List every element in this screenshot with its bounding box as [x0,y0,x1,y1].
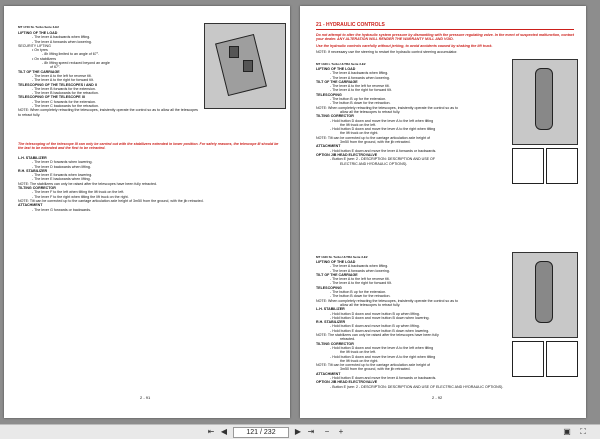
instruction-line: - Hold button D down and move the lever A to the right when tilting [330,127,436,132]
instruction-line: TILTING CORRECTOR [18,186,56,191]
instruction-line: - The lever A to the right for forward tilt. [330,281,392,286]
instruction-line: R.H. STABILIZER [316,320,346,325]
instruction-line: NOTE: When completely retracting the telescopes, insistently operate the control so as to [316,298,459,303]
instruction-line: ATTACHMENT [316,144,341,149]
page-number: 2 - 92 [432,395,443,400]
instruction-line: the lift truck on the right. [340,358,379,363]
instruction-line: OPTION JIB HEAD ELECTROVALVE [316,380,378,385]
instruction-line: • On tyres [32,48,48,53]
instruction-line: - Button E (see: 2 - DESCRIPTION: DESCRIPTION AND USE OF [330,157,436,162]
instruction-line: TILT OF THE CARRIAGE [316,79,358,84]
intro-warning: Do not attempt to alter the hydraulic system pressure by dismantling with the pressure regulating valve. In the event of suspected malfunction, contact your dealer. ANY ALTERATION WILL RENDER THE WARRANTY NULL AND VOID. [316,33,575,42]
instruction-line: L.H. STABILIZER [18,156,47,160]
instruction-line: - Hold button D down and move button B down when lowering. [330,315,430,320]
instruction-line: TILTING CORRECTOR [316,114,354,119]
instruction-line: the lift truck on the left. [340,122,377,127]
instruction-line: - The lever A to the right for forward tilt. [330,88,392,93]
instruction-line: - The lever D backwards when lifting. [32,164,91,169]
instruction-list-block1 [316,67,506,166]
document-page-right [300,6,586,418]
instruction-line: - The button B up for the extension. [330,97,387,102]
instruction-line: - Hold button E down and move the lever A forwards or backwards. [330,376,437,381]
section-title: 21 - HYDRAULIC CONTROLS [316,22,385,28]
instruction-list [18,31,198,117]
instruction-line: NOTE: When completely retracting the telescopes, insistently operate the control so as to [316,105,459,110]
instruction-line: - Hold button D down and move the lever A to the left when tilting [330,345,434,350]
instruction-line: - The lever B forwards for the extension. [32,86,96,91]
instruction-line: SECURITY LIFTING [18,43,51,48]
zoom-in-icon[interactable]: + [338,427,344,436]
model-label: MT 1740 SL Turbo Serie 3-E2 [18,25,59,29]
viewer-toolbar [0,424,600,439]
instruction-line: ELECTRIC AND HYDRAULIC OPTIONS). [340,161,408,166]
instruction-line: - Hold button E down and move button B up when lifting. [330,324,420,329]
page-number: 2 - 91 [140,395,151,400]
prev-page-icon[interactable]: ◀ [220,427,228,436]
diagram-box [546,341,578,377]
joystick-photo-2 [512,252,578,338]
instruction-line: - The button B down for the retraction. [330,101,391,106]
instruction-line: - The lever C forwards for the extension. [32,99,97,104]
instruction-line: - The lever A backwards when lifting. [330,71,389,76]
joystick-photo-1 [512,59,578,145]
warning-text: The telescoping of the telescope III can only be carried out with the stabilizers extended in lower position. For safety reasons, the telescope III should be the last to be extended and the first to be retracted. [18,142,279,151]
instruction-line: - The lever D forwards when lowering. [32,160,93,165]
instruction-line: TILTING CORRECTOR [316,341,354,346]
lever-knob-shape [243,60,253,72]
instruction-line: - 8h lifting speed reduced beyond an angle [42,61,110,66]
lever-panel-shape [215,34,267,96]
instruction-line: NOTE: The stabilizers can only be raised after the telescopes have been fully [316,333,439,338]
instruction-line: - Hold button D down and move the lever A to the right when tilting [330,354,436,359]
instruction-line: - The lever E backwards when lifting. [32,177,91,182]
instruction-line: - The lever A to the left for reverse tilt. [330,277,390,282]
instruction-line: OPTION JIB HEAD ELECTROVALVE [316,152,378,157]
instruction-line: L.H. STABILIZER [316,307,345,312]
instruction-line: the lift truck on the right. [340,131,379,136]
last-page-icon[interactable]: ⇥ [307,427,315,436]
instruction-line: TELESCOPING OF THE TELESCOPES I AND II [18,82,97,87]
model-label-2: MT 1340 SL Turbo ULTRA Serie 3-E2 [316,255,368,259]
instruction-line: - The lever C backwards for the retraction. [32,104,100,109]
zoom-out-icon[interactable]: − [324,427,330,436]
instruction-line: TILT OF THE CARRIAGE [18,69,60,74]
model-label-1: MT 1340 L Turbo ULTRA Serie 3-E2 [316,62,366,66]
instruction-line: ATTACHMENT [316,371,341,376]
diagram-box [512,148,544,184]
joystick-shape [535,68,553,130]
lever-knob-shape [229,46,239,58]
instruction-line: - The lever A backwards when lifting. [32,35,91,40]
next-page-icon[interactable]: ▶ [294,427,302,436]
joystick-shape [535,261,553,323]
instruction-line: - Button E (see: 2 - DESCRIPTION: DESCRIPTION AND USE OF ELECTRIC AND HYDRAULIC OPTIONS). [330,384,504,389]
instruction-line: - The button B down for the retraction. [330,294,391,299]
first-page-icon[interactable]: ⇤ [207,427,215,436]
instruction-line: - Hold button E down and move the lever A forwards or backwards. [330,148,437,153]
instruction-line: NOTE: Tilt can be corrected up to the carriage articulation axle height of 3m50 from the ground, with the jib retracted. [18,198,204,203]
title-rule [316,29,574,30]
instruction-line: - The lever A forwards when lowering. [330,75,390,80]
instruction-line: - The lever A forwards when lowering. [330,268,390,273]
page-number-input[interactable]: 121 / 232 [233,427,289,438]
control-panel-photo [204,23,286,109]
fit-page-icon[interactable]: ▣ [563,427,571,436]
instruction-line: - The lever B backwards for the retraction. [32,91,99,96]
instruction-line: allow all the telescopes to retract fully. [340,302,401,307]
instruction-line: - The lever G forwards or backwards. [32,207,92,212]
instruction-line: - The lever F to the right when tilting the lift truck on the right. [32,194,129,199]
intro-caution: Use the hydraulic controls carefully without jerking, to avoid accidents caused by shaking the lift truck. [316,44,493,48]
instruction-line: - The lever A forwards when lowering. [32,39,92,44]
instruction-line: retracted. [340,337,356,342]
instruction-line: ATTACHMENT [18,203,43,208]
instruction-line: - The lever A backwards when lifting. [330,264,389,269]
diagram-box [546,148,578,184]
instruction-line: • On stabilizers [32,56,57,61]
instruction-line: - Hold button D down and move the lever A to the left when tilting [330,118,434,123]
instruction-line: - The lever A to the right for forward tilt. [32,78,94,83]
instruction-line: 3m50 from the ground, with the jib retracted. [340,367,411,372]
instruction-line: LIFTING OF THE LOAD [18,31,58,35]
instruction-line: TELESCOPING OF THE TELESCOPE III [18,95,85,100]
instruction-line: - 8h lifting limited to an angle of 67°. [42,52,100,57]
instruction-line: of 67°. [50,65,61,70]
instruction-line: TILT OF THE CARRIAGE [316,272,358,277]
instruction-line: LIFTING OF THE LOAD [316,260,356,264]
diagram-box [512,341,544,377]
instruction-line: - The button B up for the extension. [330,290,387,295]
instruction-line: NOTE: When completely retracting the telescopes, insistently operate the control so as to allow all the telescopes to retract fully. [18,108,198,117]
instruction-line: 3m50 from the ground, with the jib retracted. [340,140,411,145]
intro-note: NOTE: If necessary use the steering to restart the hydraulic control steering accumulator. [316,50,458,54]
instruction-line: R.H. STABILIZER [18,168,48,173]
instruction-list-2 [18,156,280,212]
instruction-line: - The lever A to the left for reverse tilt. [330,84,390,89]
document-page-left [4,6,290,418]
instruction-line: - Hold button D down and move button B up when lifting. [330,311,420,316]
instruction-line: NOTE: Tilt can be corrected up to the carriage articulation axle height of [316,135,431,140]
instruction-line: - Hold button E down and move button B down when lowering. [330,328,430,333]
instruction-line: - The lever E forwards when lowering. [32,173,93,178]
instruction-line: NOTE: Tilt can be corrected up to the carriage articulation axle height of [316,363,431,368]
instruction-line: TELESCOPING [316,92,342,97]
instruction-line: the lift truck on the left. [340,350,377,355]
instruction-line: TELESCOPING [316,285,342,290]
instruction-line: NOTE: The stabilizers can only be raised after the telescopes have been fully retracted. [18,181,157,186]
instruction-line: allow all the telescopes to retract fully. [340,109,401,114]
instruction-line: LIFTING OF THE LOAD [316,67,356,71]
instruction-line: - The lever A to the left for reverse tilt. [32,73,92,78]
instruction-list-block2 [316,260,506,389]
fullscreen-icon[interactable]: ⛶ [580,427,586,436]
instruction-line: - The lever F to the left when tilting the lift truck on the left. [32,190,125,195]
